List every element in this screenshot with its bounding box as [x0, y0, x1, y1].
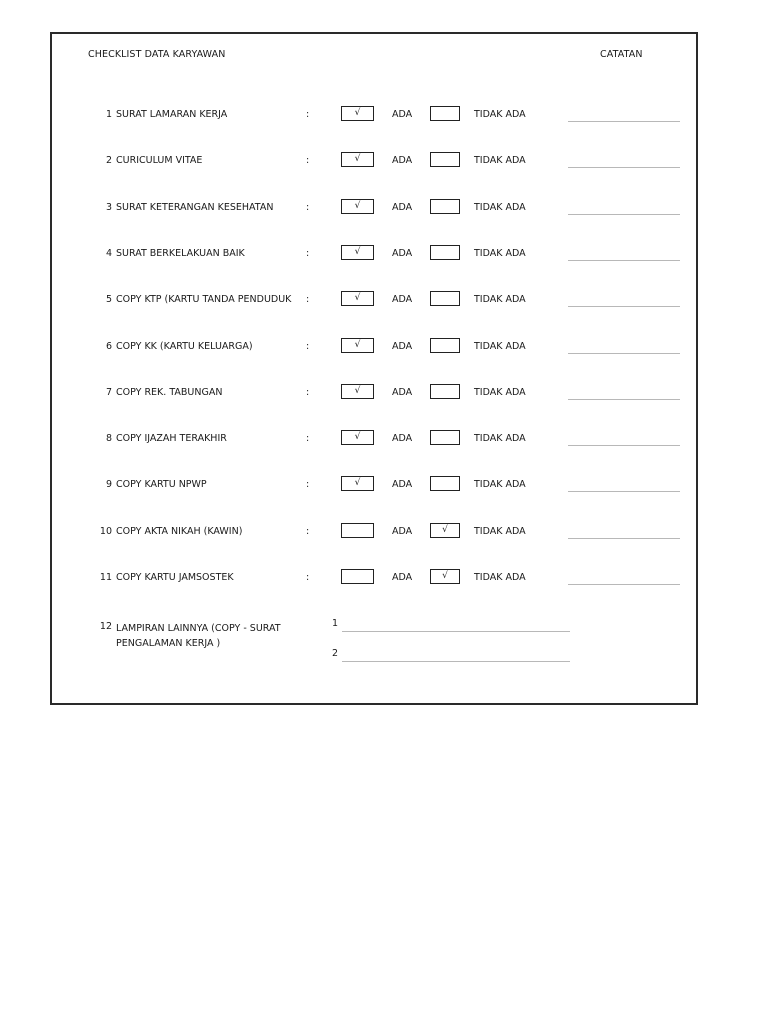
ada-checkbox[interactable]: √ [341, 476, 374, 491]
tidak-ada-checkbox[interactable] [430, 199, 460, 214]
item-number: 8 [105, 433, 112, 444]
item-number: 12 [99, 621, 112, 632]
notes-field[interactable] [568, 214, 680, 215]
tidak-ada-checkbox[interactable] [430, 152, 460, 167]
tidak-ada-checkbox[interactable] [430, 476, 460, 491]
checklist-row [52, 291, 696, 313]
tidak-ada-checkbox[interactable] [430, 384, 460, 399]
notes-field[interactable] [568, 121, 680, 122]
separator-colon: : [306, 294, 310, 305]
notes-field[interactable] [568, 584, 680, 585]
notes-field[interactable] [568, 167, 680, 168]
checklist-row [52, 430, 696, 452]
separator-colon: : [306, 248, 310, 259]
tidak-ada-checkbox[interactable]: √ [430, 523, 460, 538]
item-number: 7 [105, 387, 112, 398]
item-label: SURAT KETERANGAN KESEHATAN [116, 202, 274, 213]
tidak-ada-label: TIDAK ADA [474, 387, 526, 398]
item-number: 10 [99, 526, 112, 537]
separator-colon: : [306, 433, 310, 444]
separator-colon: : [306, 387, 310, 398]
notes-field[interactable] [568, 399, 680, 400]
item-label: SURAT LAMARAN KERJA [116, 109, 228, 120]
item-label: LAMPIRAN LAINNYA (COPY - SURAT PENGALAMAN KERJA ) [116, 623, 281, 649]
item-label: COPY AKTA NIKAH (KAWIN) [116, 526, 243, 537]
item-number: 6 [105, 341, 112, 352]
ada-label: ADA [392, 433, 413, 444]
checklist-row [52, 384, 696, 406]
ada-checkbox[interactable]: √ [341, 245, 374, 260]
ada-checkbox[interactable]: √ [341, 338, 374, 353]
notes-field[interactable] [568, 538, 680, 539]
tidak-ada-label: TIDAK ADA [474, 572, 526, 583]
ada-label: ADA [392, 248, 413, 259]
checklist-row [52, 106, 696, 128]
ada-label: ADA [392, 572, 413, 583]
separator-colon: : [306, 526, 310, 537]
attachment-blank [342, 661, 570, 662]
ada-label: ADA [392, 155, 413, 166]
notes-column-heading: CATATAN [600, 49, 643, 60]
ada-checkbox[interactable]: √ [341, 291, 374, 306]
attachment-number: 1 [332, 618, 339, 629]
ada-label: ADA [392, 202, 413, 213]
separator-colon: : [306, 155, 310, 166]
separator-colon: : [306, 572, 310, 583]
item-label: COPY KTP (KARTU TANDA PENDUDUK [116, 294, 292, 305]
ada-label: ADA [392, 526, 413, 537]
notes-field[interactable] [568, 306, 680, 307]
tidak-ada-label: TIDAK ADA [474, 248, 526, 259]
ada-label: ADA [392, 341, 413, 352]
tidak-ada-label: TIDAK ADA [474, 155, 526, 166]
tidak-ada-label: TIDAK ADA [474, 202, 526, 213]
ada-checkbox[interactable] [341, 523, 374, 538]
page-title: CHECKLIST DATA KARYAWAN [88, 49, 226, 60]
checklist-row [52, 338, 696, 360]
tidak-ada-checkbox[interactable]: √ [430, 569, 460, 584]
tidak-ada-checkbox[interactable] [430, 291, 460, 306]
tidak-ada-label: TIDAK ADA [474, 341, 526, 352]
checklist-sheet [50, 32, 698, 705]
item-label: COPY KARTU JAMSOSTEK [116, 572, 234, 583]
separator-colon: : [306, 479, 310, 490]
ada-checkbox[interactable]: √ [341, 384, 374, 399]
item-number: 1 [105, 109, 112, 120]
item-label: COPY KK (KARTU KELUARGA) [116, 341, 253, 352]
checklist-row [52, 569, 696, 591]
item-number: 11 [99, 572, 112, 583]
ada-label: ADA [392, 294, 413, 305]
tidak-ada-label: TIDAK ADA [474, 526, 526, 537]
notes-field[interactable] [568, 260, 680, 261]
ada-label: ADA [392, 479, 413, 490]
item-label: COPY REK. TABUNGAN [116, 387, 223, 398]
tidak-ada-checkbox[interactable] [430, 338, 460, 353]
item-number: 9 [105, 479, 112, 490]
tidak-ada-checkbox[interactable] [430, 106, 460, 121]
tidak-ada-label: TIDAK ADA [474, 479, 526, 490]
ada-label: ADA [392, 109, 413, 120]
separator-colon: : [306, 341, 310, 352]
item-number: 5 [105, 294, 112, 305]
notes-field[interactable] [568, 491, 680, 492]
ada-checkbox[interactable]: √ [341, 430, 374, 445]
checklist-row [52, 476, 696, 498]
item-label: COPY KARTU NPWP [116, 479, 207, 490]
attachment-line-2[interactable] [332, 648, 570, 664]
item-number: 4 [105, 248, 112, 259]
checklist-row [52, 523, 696, 545]
checklist-row [52, 199, 696, 221]
ada-checkbox[interactable]: √ [341, 106, 374, 121]
item-label: CURICULUM VITAE [116, 155, 203, 166]
ada-checkbox[interactable]: √ [341, 152, 374, 167]
tidak-ada-checkbox[interactable] [430, 430, 460, 445]
checklist-row [52, 152, 696, 174]
attachment-line-1[interactable] [332, 618, 570, 634]
ada-checkbox[interactable] [341, 569, 374, 584]
item-label: SURAT BERKELAKUAN BAIK [116, 248, 245, 259]
item-number: 3 [105, 202, 112, 213]
notes-field[interactable] [568, 445, 680, 446]
attachment-number: 2 [332, 648, 339, 659]
attachment-blank [342, 631, 570, 632]
notes-field[interactable] [568, 353, 680, 354]
ada-label: ADA [392, 387, 413, 398]
separator-colon: : [306, 202, 310, 213]
tidak-ada-label: TIDAK ADA [474, 109, 526, 120]
item-number: 2 [105, 155, 112, 166]
tidak-ada-label: TIDAK ADA [474, 433, 526, 444]
tidak-ada-checkbox[interactable] [430, 245, 460, 260]
checklist-row [52, 245, 696, 267]
tidak-ada-label: TIDAK ADA [474, 294, 526, 305]
item-label: COPY IJAZAH TERAKHIR [116, 433, 227, 444]
ada-checkbox[interactable]: √ [341, 199, 374, 214]
separator-colon: : [306, 109, 310, 120]
